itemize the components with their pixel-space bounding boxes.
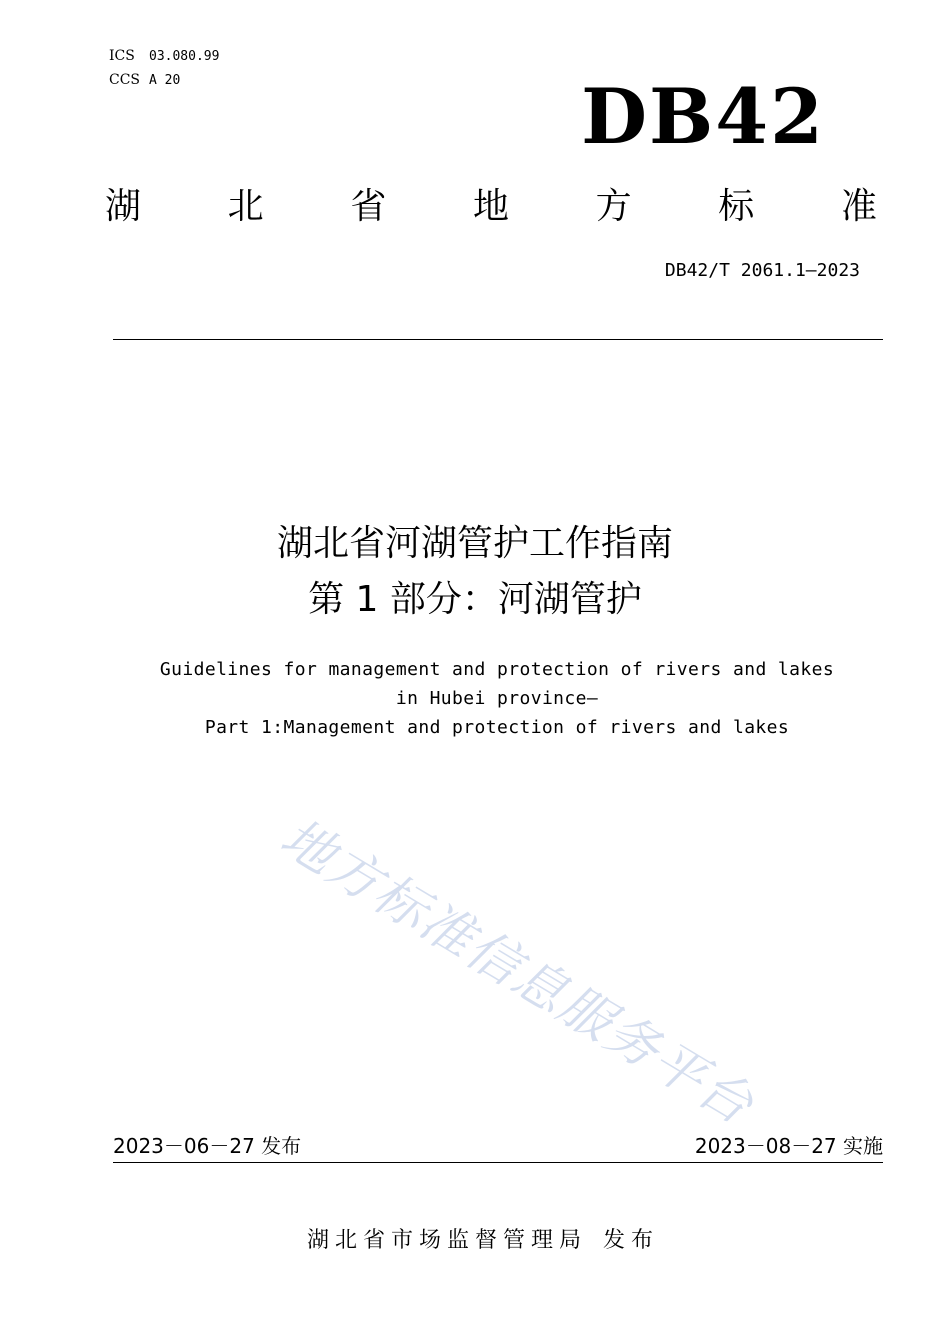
ccs-value: A 20 [149,73,181,88]
issue-date: 2023－06－27 发布 [113,1134,302,1158]
publisher-line [0,1225,950,1257]
standard-type-char: 标 [718,186,755,227]
ics-label: ICS [109,48,135,64]
standard-type-char: 准 [840,186,877,227]
chinese-title-line-1: 湖北省河湖管护工作指南 [276,523,673,564]
english-title [0,655,950,742]
standard-type-char: 湖 [105,186,142,227]
english-title-line-3: Part 1:Management and protection of rivers and lakes [204,717,790,738]
chinese-title-line-2: 第 1 部分：河湖管护 [308,579,642,620]
standard-type-char: 省 [350,186,387,227]
standard-type-char: 地 [472,186,509,227]
db42-logo: DB42 [581,72,825,161]
ccs-line [109,71,180,90]
standard-number: DB42/T 2061.1—2023 [664,260,860,281]
standard-type-char: 北 [227,186,264,227]
standard-type-char: 方 [595,186,632,227]
english-title-line-2: in Hubei province— [395,688,599,709]
footer-divider [113,1162,883,1163]
ics-line [109,47,219,66]
chinese-title [0,516,950,628]
implementation-date: 2023－08－27 实施 [694,1134,883,1158]
watermark: 地方标准信息服务平台 [270,807,765,1137]
publisher-action: 发布 [603,1228,660,1253]
publisher-name: 湖北省市场监督管理局 [306,1228,587,1253]
standard-type-heading [105,183,877,231]
english-title-line-1: Guidelines for management and protection of rivers and lakes [159,659,835,680]
header-divider [113,339,883,340]
ics-value: 03.080.99 [149,49,220,64]
ccs-label: CCS [109,72,141,88]
